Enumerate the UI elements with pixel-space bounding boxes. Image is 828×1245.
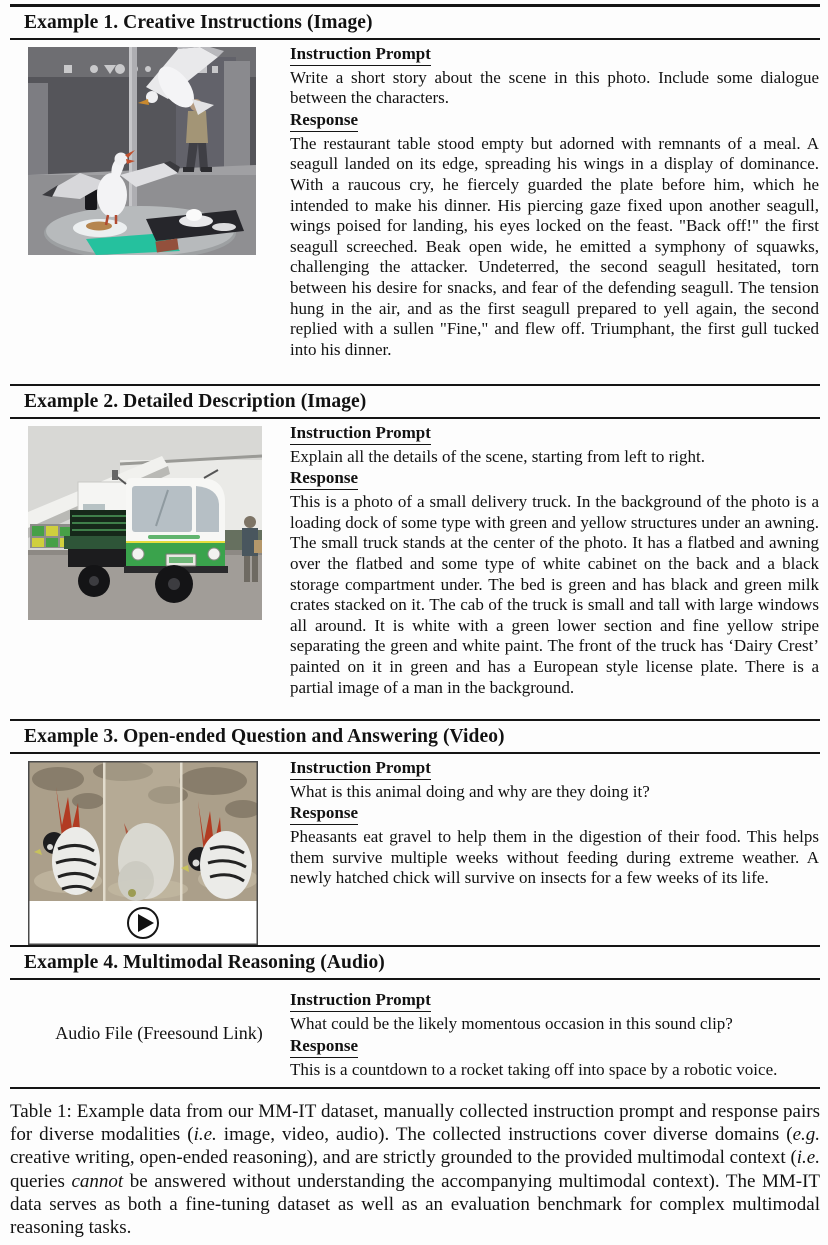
table-caption: Table 1: Example data from our MM-IT dataset, manually collected instruction prompt and response pairs for diverse modalities (i.e. image, video, audio). The collected instructions cover diverse domains (e.g. creative writing, open-ended reasoning), and are strictly grounded to the provided multimodal context (i.e. queries cannot be answered without understanding the accompanying multimodal context). The MM-IT data serves as both a fine-tuning dataset as well as an evaluation benchmark for complex multimodal reasoning tasks. [10,1101,820,1239]
example-2-text [290,419,820,699]
example-3-text [290,754,820,890]
response-text: This is a photo of a small delivery truck. In the background of the photo is a loading dock of some type with green and yellow structures under an awning. The small truck stands at the center of the photo. It has a flatbed and awning over the flatbed and some type of white cabinet on the back and a black storage compartment under. The bed is green and has black and green milk crates stacked on it. The cab of the truck is small and tall with large windows all around. It is white with a green lower section and fine yellow stripe separating the green and white paint. The front of the truck has ‘Dairy Crest’ painted on it in green and has a European style license plate. There is a partial image of a man in the background. [290,492,819,697]
example-2-media-cell [10,419,290,620]
response-label: Response [290,1036,358,1058]
example-2-row [10,419,820,719]
audio-file-link-text: Audio File (Freesound Link) [55,1022,263,1043]
instruction-prompt-label: Instruction Prompt [290,44,431,66]
instruction-prompt-label: Instruction Prompt [290,423,431,445]
response-label: Response [290,110,358,132]
example-3-row [10,754,820,945]
response-label: Response [290,803,358,825]
example-3-title: Example 3. Open-ended Question and Answering (Video) [24,725,505,747]
response-label: Response [290,468,358,490]
example-1-media-cell [10,40,290,255]
example-4-title: Example 4. Multimodal Reasoning (Audio) [24,951,385,973]
response-text: This is a countdown to a rocket taking off into space by a robotic voice. [290,1059,778,1079]
response-text: The restaurant table stood empty but adorned with remnants of a meal. A seagull landed on its edge, spreading his wings in a display of dominance. With a raucous cry, he fiercely guarded the plate before him, which he intended to make his dinner. His piercing gaze fixed upon another seagull, wings poised for landing, his eyes locked on the feast. "Back off!" the first seagull screeched. Beak open wide, he emitted a symphony of squawks, challenging the attacker. Undeterred, the second seagull hesitated, torn between his desire for snacks, and fear of the defending seagull. The tension hung in the air, and as the first seagull prepared to yell again, the second replied with a sullen "Fine," and flew off. Triumphant, the first gull tucked into his dinner. [290,133,819,359]
instruction-text: What is this animal doing and why are they doing it? [290,781,650,801]
instruction-prompt-label: Instruction Prompt [290,758,431,780]
instruction-prompt-label: Instruction Prompt [290,990,431,1012]
example-1-title: Example 1. Creative Instructions (Image) [24,11,373,33]
examples-table [10,4,820,1089]
example-1-text [290,40,820,361]
example-4-row [10,980,820,1087]
example-4-media-cell [10,1023,290,1044]
instruction-text: What could be the likely momentous occasion in this sound clip? [290,1013,733,1033]
play-icon [128,908,158,938]
instruction-text: Write a short story about the scene in this photo. Include some dialogue between the characters. [290,67,819,108]
example-3-media-cell [10,754,290,945]
seagull-photo [28,47,256,255]
instruction-text: Explain all the details of the scene, starting from left to right. [290,446,705,466]
delivery-truck-photo [28,426,262,620]
example-1-row [10,40,820,384]
pheasant-video-thumbnail [28,761,258,945]
example-2-title: Example 2. Detailed Description (Image) [24,390,367,412]
response-text: Pheasants eat gravel to help them in the digestion of their food. This helps them survive multiple weeks without feeding during extreme weather. A newly hatched chick will survive on insects for a few weeks of its life. [290,827,819,888]
example-4-text [290,986,820,1080]
